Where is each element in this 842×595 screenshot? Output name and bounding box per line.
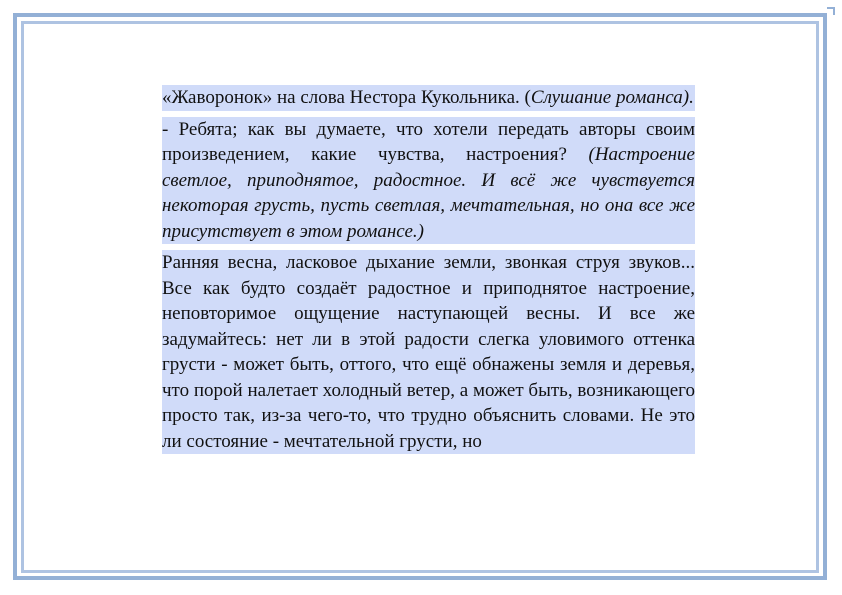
question-paragraph [162, 117, 695, 245]
answer-italic-text: (Настроение светлое, приподнятое, радостное. И всё же чувствуется некоторая грусть, пусть светлая, мечтательная, но она все же присутствует в этом романсе.) [162, 144, 695, 242]
title-paragraph [162, 85, 695, 111]
body-paragraph: Ранняя весна, ласковое дыхание земли, звонкая струя звуков... Все как будто создаёт радостное и приподнятое настроение, неповторимое ощущение наступающей весны. И все же задумайтесь: нет ли в этой радости слегка уловимого оттенка грусти - может быть, оттого, что ещё обнажены земля и деревья, что порой налетает холодный ветер, а может быть, возникающего просто так, из-за чего-то, что трудно объяснить словами. Не это ли состояние - мечтательной грусти, но [162, 250, 695, 454]
slide-text-block [162, 85, 695, 454]
corner-mark [827, 7, 835, 15]
title-text: «Жаворонок» на слова Нестора Кукольника. ( [162, 87, 531, 108]
title-italic-note: Слушание романса). [530, 87, 694, 108]
question-text: - Ребята; как вы думаете, что хотели передать авторы своим произведением, какие чувства, настроения? [162, 118, 695, 165]
